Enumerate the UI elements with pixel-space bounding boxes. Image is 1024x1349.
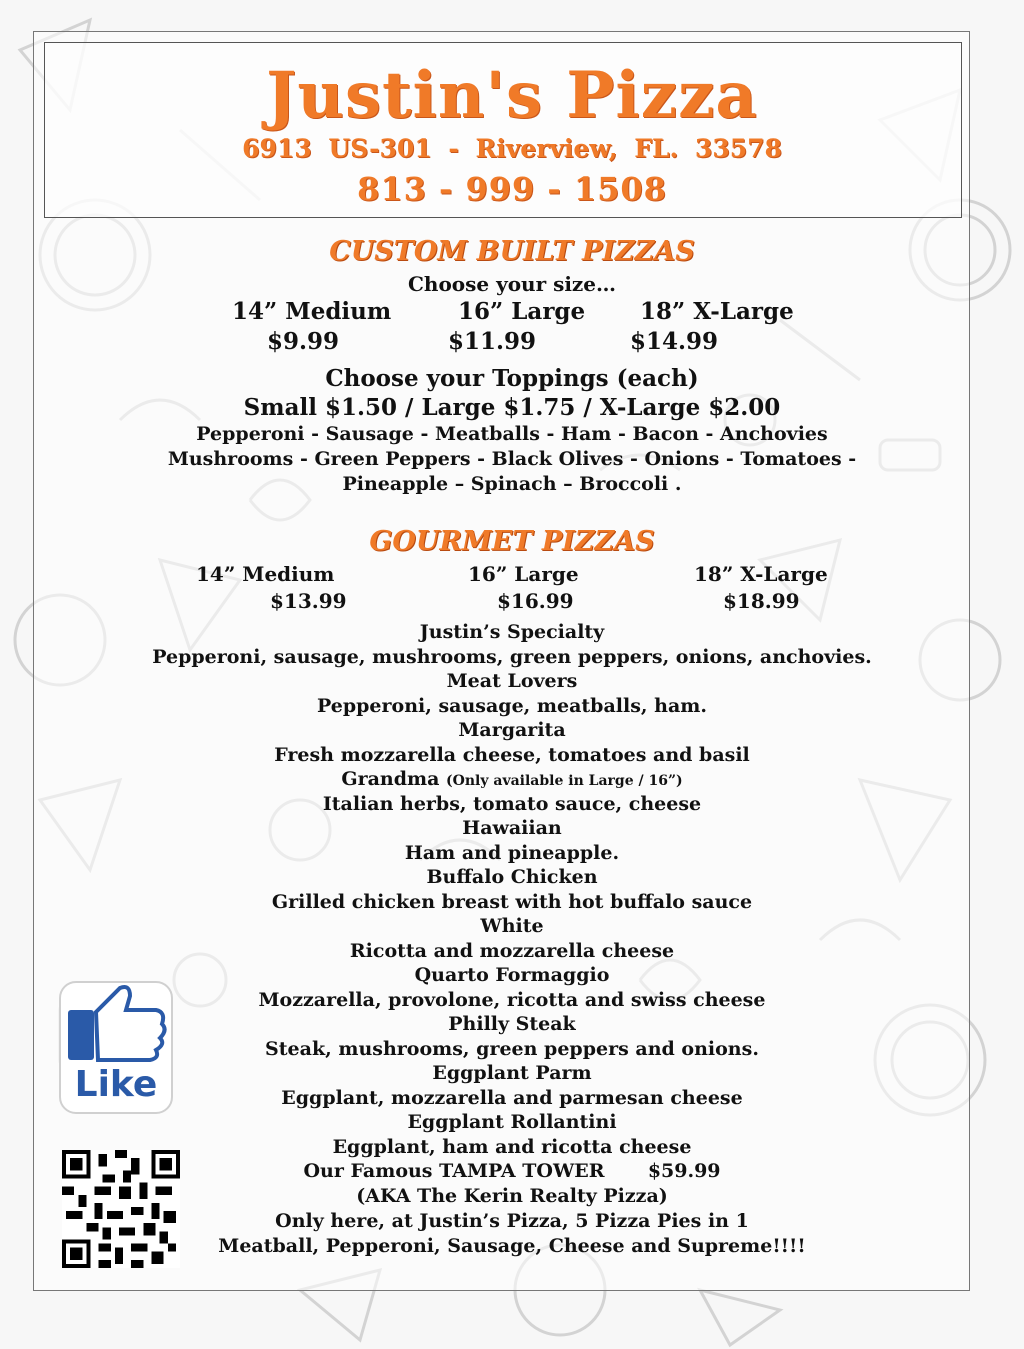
custom-size-medium: 14” Medium <box>232 298 392 325</box>
gourmet-price-medium: $13.99 <box>270 589 347 613</box>
pizza-name: Meat Lovers <box>446 670 578 692</box>
toppings-line: Pineapple – Spinach – Broccoli . <box>342 473 682 495</box>
gourmet-size-large: 16” Large <box>468 562 579 586</box>
choose-size-label: Choose your size… <box>407 272 617 296</box>
pizza-name: Justin’s Specialty <box>419 621 605 643</box>
gourmet-section-title: GOURMET PIZZAS <box>369 526 655 557</box>
pizza-name: Eggplant Parm <box>432 1062 592 1084</box>
toppings-prices: Small $1.50 / Large $1.75 / X-Large $2.00 <box>243 394 781 421</box>
pizza-description: Mozzarella, provolone, ricotta and swiss cheese <box>258 989 766 1011</box>
pizza-description: Ham and pineapple. <box>404 842 620 864</box>
gourmet-price-xlarge: $18.99 <box>723 589 800 613</box>
custom-price-large: $11.99 <box>448 328 537 355</box>
qr-code-icon[interactable] <box>62 1150 180 1268</box>
gourmet-price-large: $16.99 <box>497 589 574 613</box>
custom-price-xlarge: $14.99 <box>630 328 719 355</box>
pizza-description: Eggplant, mozzarella and parmesan cheese <box>281 1087 743 1109</box>
pizza-name: White <box>480 915 544 937</box>
pizza-description: Grilled chicken breast with hot buffalo sauce <box>271 891 753 913</box>
custom-size-xlarge: 18” X-Large <box>640 298 794 325</box>
pizza-description: Italian herbs, tomato sauce, cheese <box>322 793 702 815</box>
tampa-tower-aka: (AKA The Kerin Realty Pizza) <box>356 1185 668 1207</box>
custom-size-large: 16” Large <box>458 298 586 325</box>
tampa-tower-price: $59.99 <box>647 1160 721 1182</box>
gourmet-size-medium: 14” Medium <box>196 562 335 586</box>
pizza-name: Buffalo Chicken <box>426 866 598 888</box>
tampa-tower-description: Meatball, Pepperoni, Sausage, Cheese and Supreme!!!! <box>218 1235 806 1257</box>
pizza-name: Grandma <box>341 768 440 790</box>
pizza-description: Pepperoni, sausage, mushrooms, green peppers, onions, anchovies. <box>152 646 872 668</box>
custom-price-medium: $9.99 <box>267 328 340 355</box>
pizza-description: Ricotta and mozzarella cheese <box>349 940 675 962</box>
pizza-name: Eggplant Rollantini <box>407 1111 617 1133</box>
pizza-name: Quarto Formaggio <box>414 964 610 986</box>
pizza-description: Pepperoni, sausage, meatballs, ham. <box>317 695 707 717</box>
restaurant-address: 6913 US-301 - Riverview, FL. 33578 <box>242 134 782 163</box>
pizza-name: Philly Steak <box>448 1013 576 1035</box>
restaurant-phone: 813 - 999 - 1508 <box>357 170 667 208</box>
toppings-line: Mushrooms - Green Peppers - Black Olives - Onions - Tomatoes - <box>167 448 857 470</box>
pizza-name-with-note <box>0 768 1024 790</box>
tampa-tower-name: Our Famous TAMPA TOWER <box>303 1160 605 1182</box>
pizza-availability-note: (Only available in Large / 16”) <box>446 773 683 789</box>
pizza-name: Hawaiian <box>462 817 562 839</box>
custom-section-title: CUSTOM BUILT PIZZAS <box>329 236 695 267</box>
pizza-name: Margarita <box>458 719 566 741</box>
pizza-description: Eggplant, ham and ricotta cheese <box>332 1136 692 1158</box>
pizza-description: Steak, mushrooms, green peppers and onions. <box>265 1038 759 1060</box>
restaurant-name: Justin's Pizza <box>266 58 758 133</box>
gourmet-size-xlarge: 18” X-Large <box>694 562 828 586</box>
tampa-tower-description: Only here, at Justin’s Pizza, 5 Pizza Pies in 1 <box>275 1210 749 1232</box>
toppings-line: Pepperoni - Sausage - Meatballs - Ham - Bacon - Anchovies <box>196 423 828 445</box>
pizza-description: Fresh mozzarella cheese, tomatoes and basil <box>274 744 750 766</box>
toppings-title: Choose your Toppings (each) <box>325 365 699 392</box>
like-label: Like <box>74 1064 158 1105</box>
